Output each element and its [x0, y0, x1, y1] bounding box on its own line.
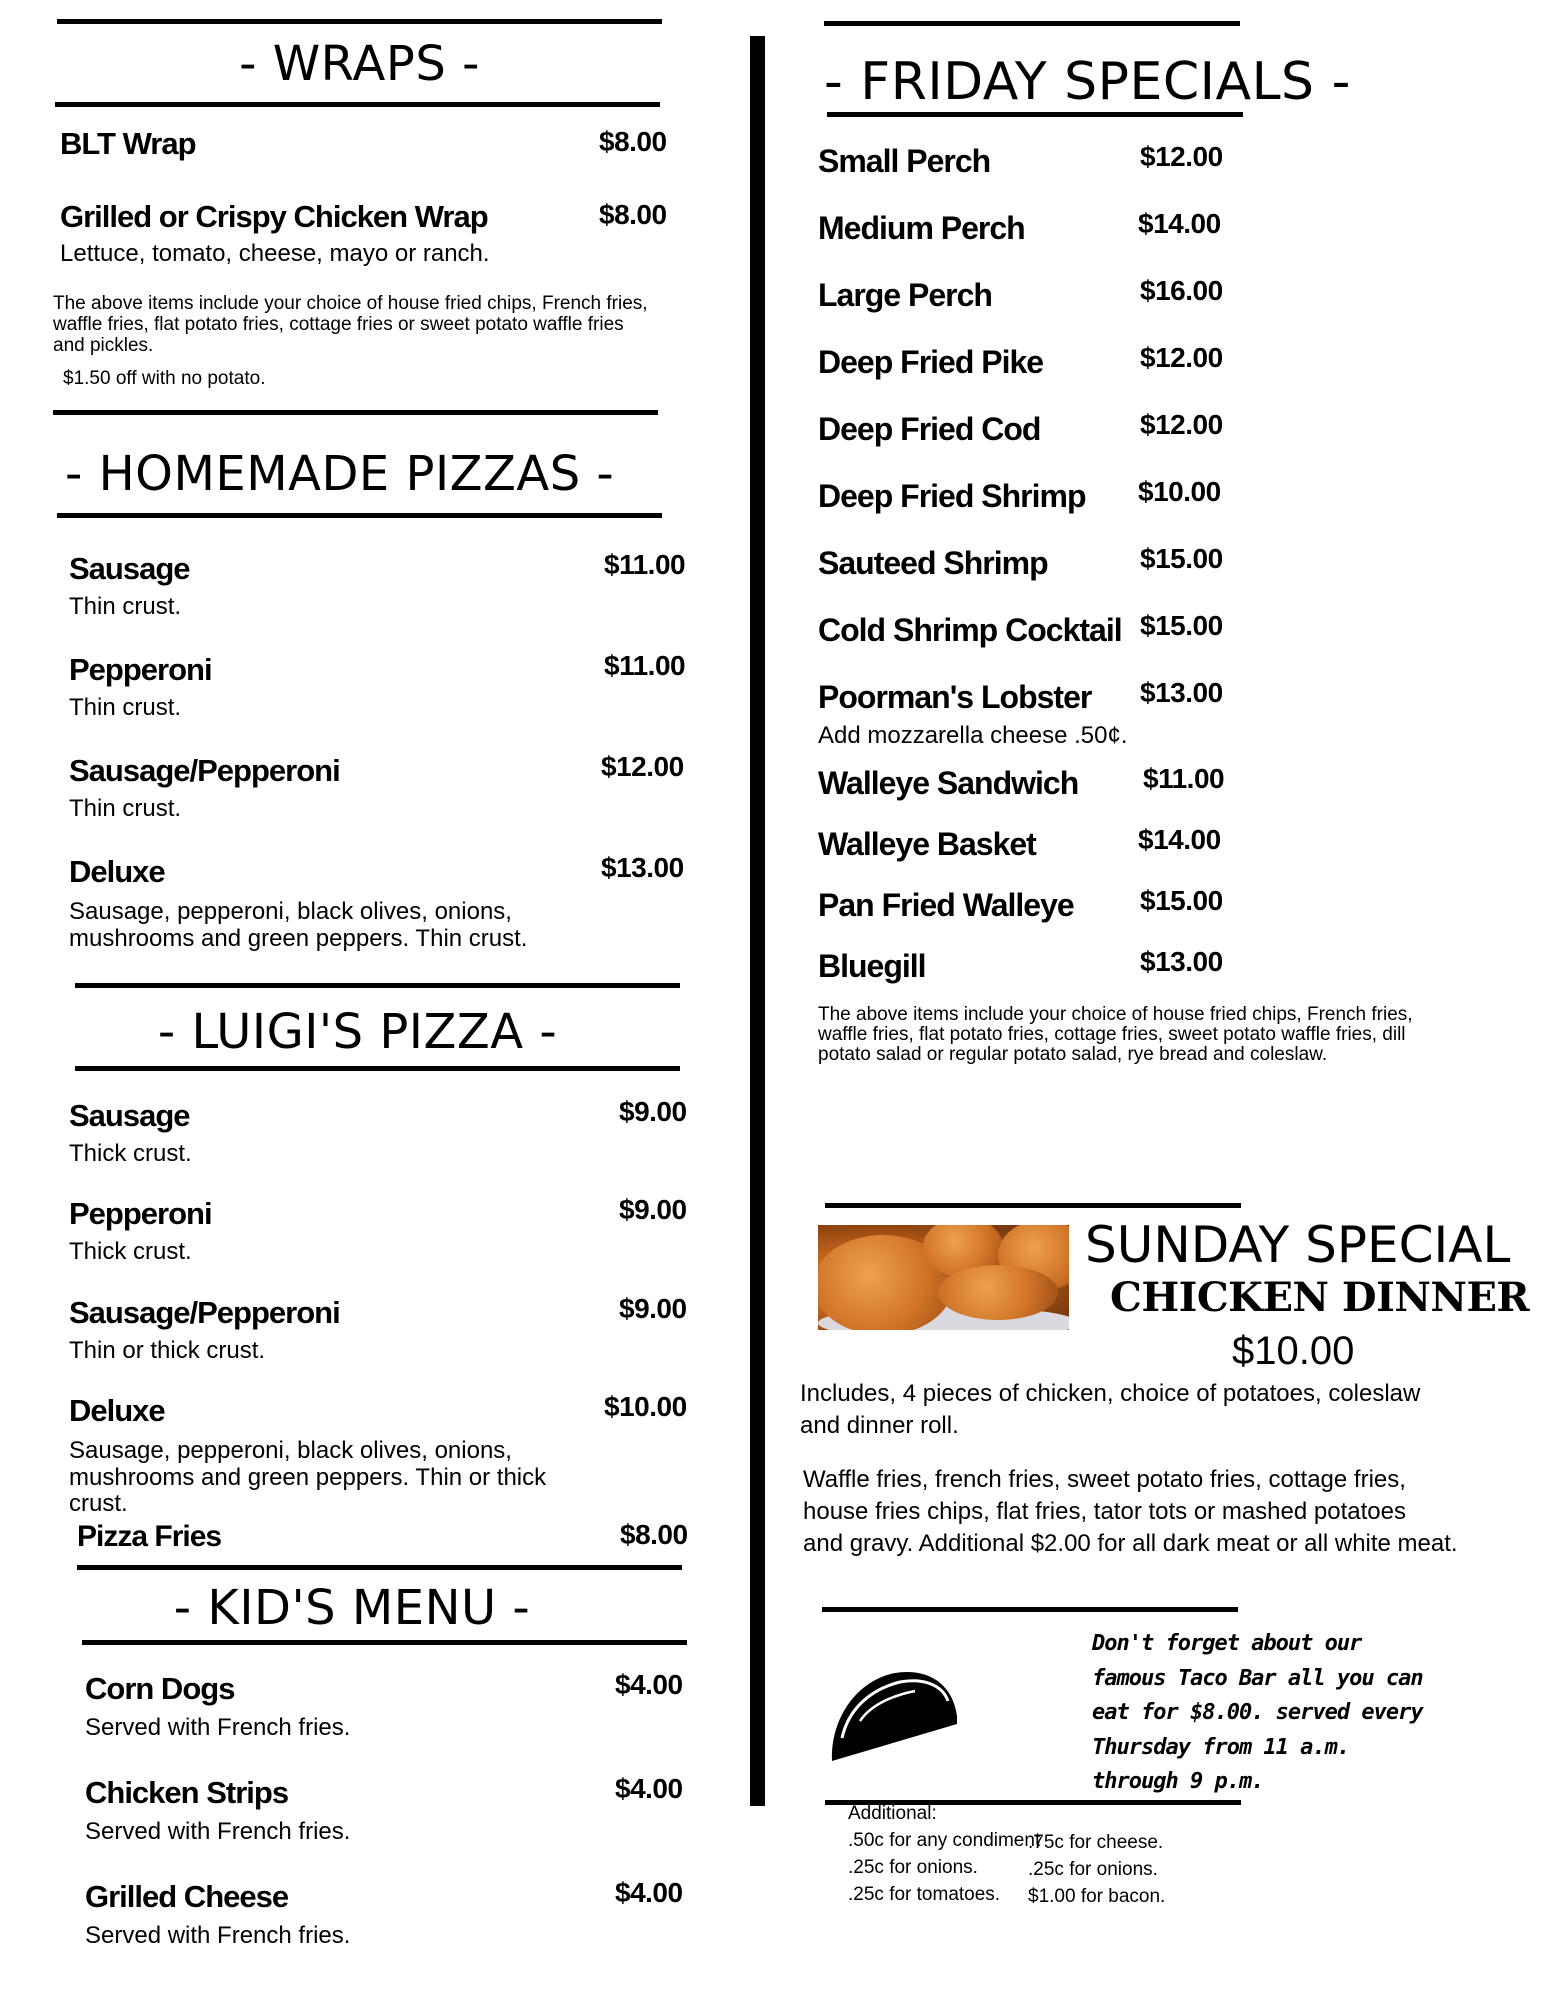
- menu-item-name: Pan Fried Walleye: [818, 887, 1074, 923]
- additional-item: .75c for cheese.: [1028, 1832, 1164, 1853]
- menu-item-price: $15.00: [1140, 885, 1223, 916]
- menu-item-description: Served with French fries.: [85, 1714, 351, 1741]
- sunday-special-price: $10.00: [1232, 1329, 1355, 1373]
- menu-item-description: Thin crust.: [69, 593, 182, 620]
- menu-item-price: $14.00: [1138, 824, 1221, 855]
- taco-bar-line: eat for $8.00. served every: [1092, 1700, 1423, 1725]
- menu-item-description: Sausage, pepperoni, black olives, onions,: [69, 1437, 512, 1464]
- menu-item-name: Deluxe: [69, 1393, 165, 1428]
- additional-item: $1.00 for bacon.: [1028, 1886, 1166, 1907]
- menu-item-name: Pepperoni: [69, 1196, 212, 1231]
- menu-item-name: Deep Fried Shrimp: [818, 478, 1086, 514]
- additional-heading: Additional:: [848, 1803, 937, 1824]
- menu-item-description: crust.: [69, 1490, 128, 1517]
- menu-item-price: $4.00: [615, 1669, 683, 1700]
- divider: [824, 21, 1240, 26]
- section-title-luigis-pizza: - LUIGI'S PIZZA -: [157, 1004, 558, 1060]
- menu-item-description: Sausage, pepperoni, black olives, onions,: [69, 898, 512, 925]
- menu-item-price: $15.00: [1140, 610, 1223, 641]
- menu-item-price: $13.00: [601, 852, 684, 883]
- menu-item-price: $14.00: [1138, 208, 1221, 239]
- fried-chicken-photo: [818, 1225, 1069, 1330]
- menu-item-name: Bluegill: [818, 948, 926, 984]
- divider: [825, 1203, 1241, 1208]
- sunday-special-title: SUNDAY SPECIAL: [1085, 1216, 1511, 1274]
- menu-item-description: Thin crust.: [69, 694, 182, 721]
- menu-item-description: Add mozzarella cheese .50¢.: [818, 722, 1128, 749]
- menu-item-name: Medium Perch: [818, 210, 1025, 246]
- menu-item-name: Poorman's Lobster: [818, 679, 1092, 715]
- divider: [53, 410, 658, 415]
- section-title-friday-specials: - FRIDAY SPECIALS -: [824, 52, 1351, 112]
- menu-item-price: $11.00: [604, 650, 686, 681]
- taco-bar-line: through 9 p.m.: [1092, 1769, 1264, 1794]
- menu-item-price: $16.00: [1140, 275, 1223, 306]
- sides-note: The above items include your choice of house fried chips, French fries, waffle fries, flat potato fries, cottage fries or sweet potato waffle fries and pickles.: [53, 293, 648, 356]
- menu-item-price: $12.00: [1140, 342, 1223, 373]
- menu-item-name: Sausage: [69, 1098, 190, 1133]
- additional-item: .50c for any condiment: [848, 1830, 1041, 1851]
- sunday-includes: and dinner roll.: [800, 1412, 959, 1439]
- menu-item-price: $10.00: [604, 1391, 687, 1422]
- section-title-kids-menu: - KID'S MENU -: [173, 1580, 531, 1636]
- menu-item-description: Lettuce, tomato, cheese, mayo or ranch.: [60, 240, 490, 267]
- divider: [57, 513, 662, 518]
- menu-item-price: $8.00: [599, 126, 667, 157]
- menu-item-name: Corn Dogs: [85, 1671, 235, 1706]
- menu-item-price: $9.00: [619, 1293, 687, 1324]
- menu-item-price: $13.00: [1140, 677, 1223, 708]
- menu-item-name: Pepperoni: [69, 652, 212, 687]
- additional-item: .25c for onions.: [848, 1857, 978, 1878]
- menu-item-price: $9.00: [619, 1096, 687, 1127]
- menu-item-description: Served with French fries.: [85, 1818, 351, 1845]
- menu-item-description: Thick crust.: [69, 1238, 192, 1265]
- sides-note: The above items include your choice of house fried chips, French fries, waffle fries, flat potato fries, cottage fries, sweet potato waffle fries, dill potato salad or regular potato salad, rye bread and coleslaw.: [818, 1004, 1413, 1065]
- additional-item: .25c for onions.: [1028, 1859, 1158, 1880]
- menu-item-name: Cold Shrimp Cocktail: [818, 612, 1122, 648]
- taco-bar-line: famous Taco Bar all you can: [1092, 1665, 1423, 1691]
- menu-item-name: Pizza Fries: [77, 1520, 222, 1553]
- additional-item: .25c for tomatoes.: [848, 1884, 1001, 1905]
- menu-item-price: $15.00: [1140, 543, 1223, 574]
- taco-bar-text: [1092, 1627, 1423, 1800]
- divider: [75, 983, 680, 988]
- divider: [82, 1640, 687, 1645]
- menu-item-name: Sausage: [69, 551, 190, 586]
- discount-note: $1.50 off with no potato.: [63, 368, 266, 389]
- menu-item-price: $13.00: [1140, 946, 1223, 977]
- menu-item-price: $10.00: [1138, 476, 1221, 507]
- menu-item-price: $12.00: [601, 751, 684, 782]
- taco-bar-line: Don't forget about our: [1092, 1631, 1362, 1656]
- menu-item-name: Deep Fried Pike: [818, 344, 1044, 380]
- divider: [77, 1565, 682, 1570]
- sunday-includes: Includes, 4 pieces of chicken, choice of potatoes, coleslaw: [800, 1380, 1421, 1407]
- menu-item-name: Grilled Cheese: [85, 1879, 289, 1914]
- menu-item-price: $4.00: [615, 1773, 683, 1804]
- sunday-potato-choices: and gravy. Additional $2.00 for all dark meat or all white meat.: [803, 1530, 1458, 1557]
- menu-item-price: $12.00: [1140, 141, 1223, 172]
- menu-item-description: mushrooms and green peppers. Thin or thick: [69, 1464, 547, 1491]
- menu-item-price: $11.00: [1143, 763, 1225, 794]
- menu-item-name: Sausage/Pepperoni: [69, 1295, 340, 1330]
- section-title-wraps: - WRAPS -: [239, 36, 480, 92]
- menu-item-name: Grilled or Crispy Chicken Wrap: [60, 199, 488, 234]
- menu-item-name: Chicken Strips: [85, 1775, 289, 1810]
- divider: [75, 1066, 680, 1071]
- menu-item-price: $9.00: [619, 1194, 687, 1225]
- menu-item-name: Deep Fried Cod: [818, 411, 1041, 447]
- menu-item-description: Thin or thick crust.: [69, 1337, 266, 1364]
- divider: [827, 112, 1243, 117]
- taco-bar-line: Thursday from 11 a.m.: [1092, 1734, 1350, 1760]
- menu-item-description: mushrooms and green peppers. Thin crust.: [69, 925, 528, 952]
- menu-item-name: Walleye Basket: [818, 826, 1036, 862]
- menu-item-description: Served with French fries.: [85, 1922, 351, 1949]
- sunday-special-subtitle: CHICKEN DINNER: [1110, 1274, 1530, 1321]
- menu-item-price: $4.00: [615, 1877, 683, 1908]
- taco-icon: [830, 1666, 970, 1766]
- menu-item-name: BLT Wrap: [60, 126, 196, 161]
- menu-item-name: Deluxe: [69, 854, 165, 889]
- menu-item-name: Sauteed Shrimp: [818, 545, 1048, 581]
- menu-item-price: $11.00: [604, 549, 686, 580]
- menu-item-price: $12.00: [1140, 409, 1223, 440]
- menu-item-price: $8.00: [620, 1519, 688, 1550]
- menu-item-name: Large Perch: [818, 277, 992, 313]
- divider: [57, 19, 662, 24]
- menu-item-description: Thick crust.: [69, 1140, 192, 1167]
- divider: [55, 102, 660, 107]
- menu-item-name: Sausage/Pepperoni: [69, 753, 340, 788]
- column-divider: [750, 36, 765, 1806]
- menu-item-description: Thin crust.: [69, 795, 182, 822]
- menu-item-name: Walleye Sandwich: [818, 765, 1079, 801]
- menu-item-price: $8.00: [599, 199, 667, 230]
- sunday-potato-choices: Waffle fries, french fries, sweet potato fries, cottage fries,: [803, 1466, 1406, 1493]
- section-title-homemade-pizzas: - HOMEMADE PIZZAS -: [65, 446, 615, 502]
- sunday-potato-choices: house fries chips, flat fries, tator tots or mashed potatoes: [803, 1498, 1406, 1525]
- menu-item-name: Small Perch: [818, 143, 991, 179]
- chicken-piece: [938, 1265, 1058, 1320]
- divider: [822, 1607, 1238, 1612]
